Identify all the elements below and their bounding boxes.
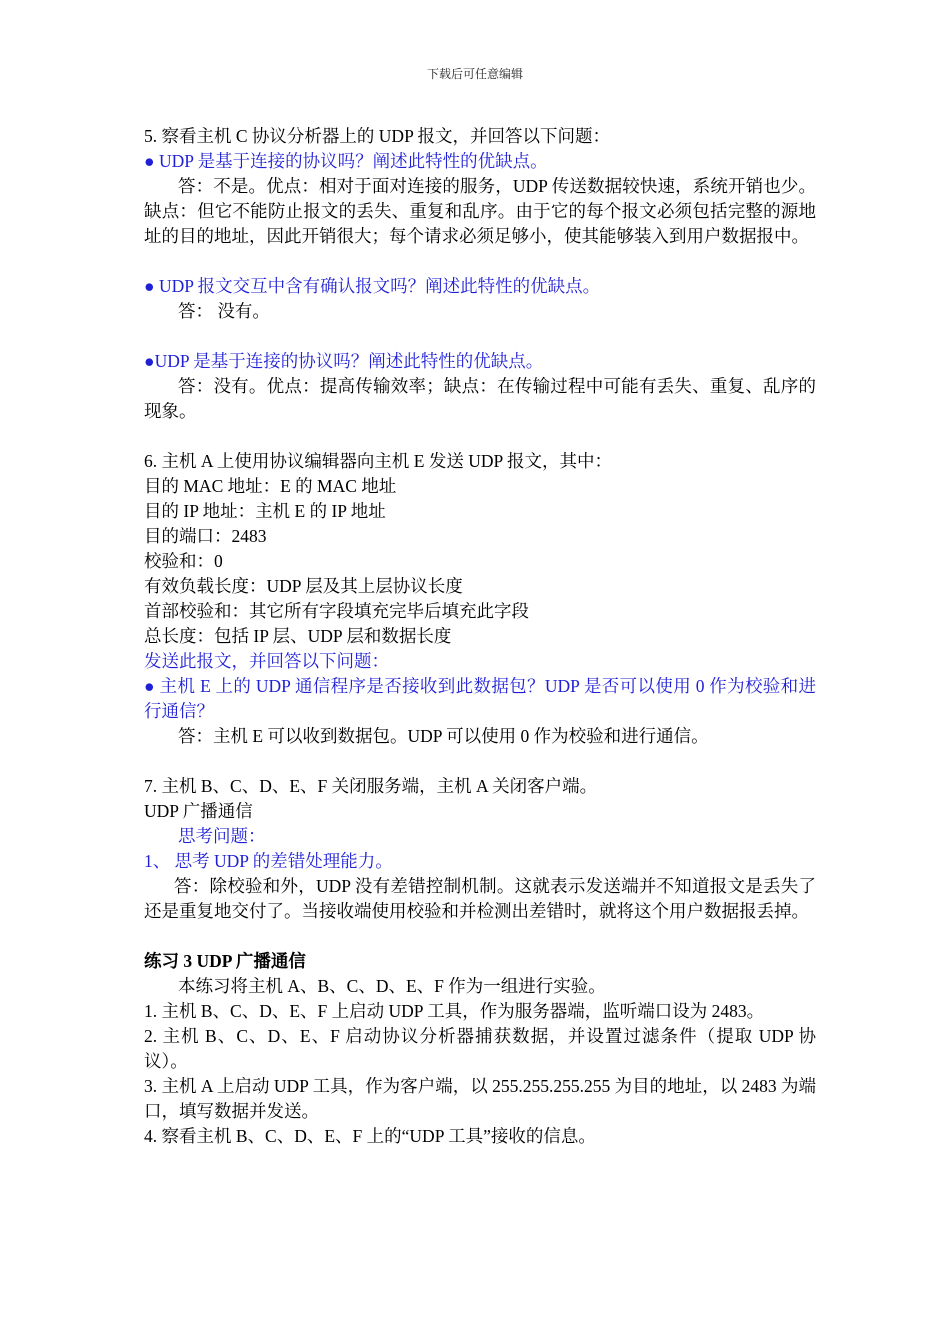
section-5-title: 5. 察看主机 C 协议分析器上的 UDP 报文，并回答以下问题： [144,126,611,146]
section-7-title: 7. 主机 B、C、D、E、F 关闭服务端，主机 A 关闭客户端。 [144,776,598,796]
section-5-question-3: ●UDP 是基于连接的协议吗？阐述此特性的优缺点。 [144,351,544,371]
section-5-answer-1: 答：不是。优点：相对于面对连接的服务，UDP 传送数据较快速，系统开销也少。 缺点：但它不能防止报文的丢失、重复和乱序。由于它的每个报文必须包括完整的源地址的目的地址，因此开销很大；每个请求必须足够小，使其能够装入到用户数据报中。 [144,176,816,246]
section-6-field: 有效负载长度：UDP 层及其上层协议长度 [144,576,463,596]
section-6-field: 目的 MAC 地址：E 的 MAC 地址 [144,476,397,496]
section-5-answer-3: 答：没有。优点：提高传输效率；缺点：在传输过程中可能有丢失、重复、乱序的现象。 [144,376,816,421]
document-body [144,124,816,1149]
section-6-prompt: 发送此报文，并回答以下问题： [144,651,389,671]
section-7-think-heading: 思考问题： [178,826,266,846]
section-6-field: 总长度：包括 IP 层、UDP 层和数据长度 [144,626,452,646]
exercise-3-step: 1. 主机 B、C、D、E、F 上启动 UDP 工具，作为服务器端，监听端口设为 2483。 [144,1001,765,1021]
section-5-question-1: ● UDP 是基于连接的协议吗？阐述此特性的优缺点。 [144,151,548,171]
section-6-field: 目的 IP 地址：主机 E 的 IP 地址 [144,501,386,521]
section-7-question-1: 1、 思考 UDP 的差错处理能力。 [144,851,393,871]
section-5-answer-2: 答： 没有。 [178,301,270,321]
exercise-3-step: 4. 察看主机 B、C、D、E、F 上的“UDP 工具”接收的信息。 [144,1126,596,1146]
exercise-3-intro: 本练习将主机 A、B、C、D、E、F 作为一组进行实验。 [178,976,606,996]
exercise-3-step: 3. 主机 A 上启动 UDP 工具，作为客户端，以 255.255.255.255 为目的地址，以 2483 为端口，填写数据并发送。 [144,1076,816,1121]
section-6-question-1: ● 主机 E 上的 UDP 通信程序是否接收到此数据包？UDP 是否可以使用 0 作为校验和进行通信？ [144,676,816,721]
exercise-3-heading: 练习 3 UDP 广播通信 [144,951,306,971]
page-header: 下载后可任意编辑 [426,67,523,81]
section-5-question-2: ● UDP 报文交互中含有确认报文吗？阐述此特性的优缺点。 [144,276,601,296]
section-7-subtitle: UDP 广播通信 [144,801,253,821]
section-6-answer-1: 答：主机 E 可以收到数据包。UDP 可以使用 0 作为校验和进行通信。 [178,726,709,746]
section-6-title: 6. 主机 A 上使用协议编辑器向主机 E 发送 UDP 报文，其中： [144,451,612,471]
section-6-field: 目的端口：2483 [144,526,267,546]
section-6-field: 校验和：0 [144,551,223,571]
exercise-3-step: 2. 主机 B、C、D、E、F 启动协议分析器捕获数据，并设置过滤条件（提取 UDP 协议）。 [144,1026,816,1071]
section-7-answer-1: 答：除校验和外，UDP 没有差错控制机制。这就表示发送端并不知道报文是丢失了还是重复地交付了。当接收端使用校验和并检测出差错时，就将这个用户数据报丢掉。 [144,876,816,921]
section-6-field: 首部校验和：其它所有字段填充完毕后填充此字段 [144,601,529,621]
